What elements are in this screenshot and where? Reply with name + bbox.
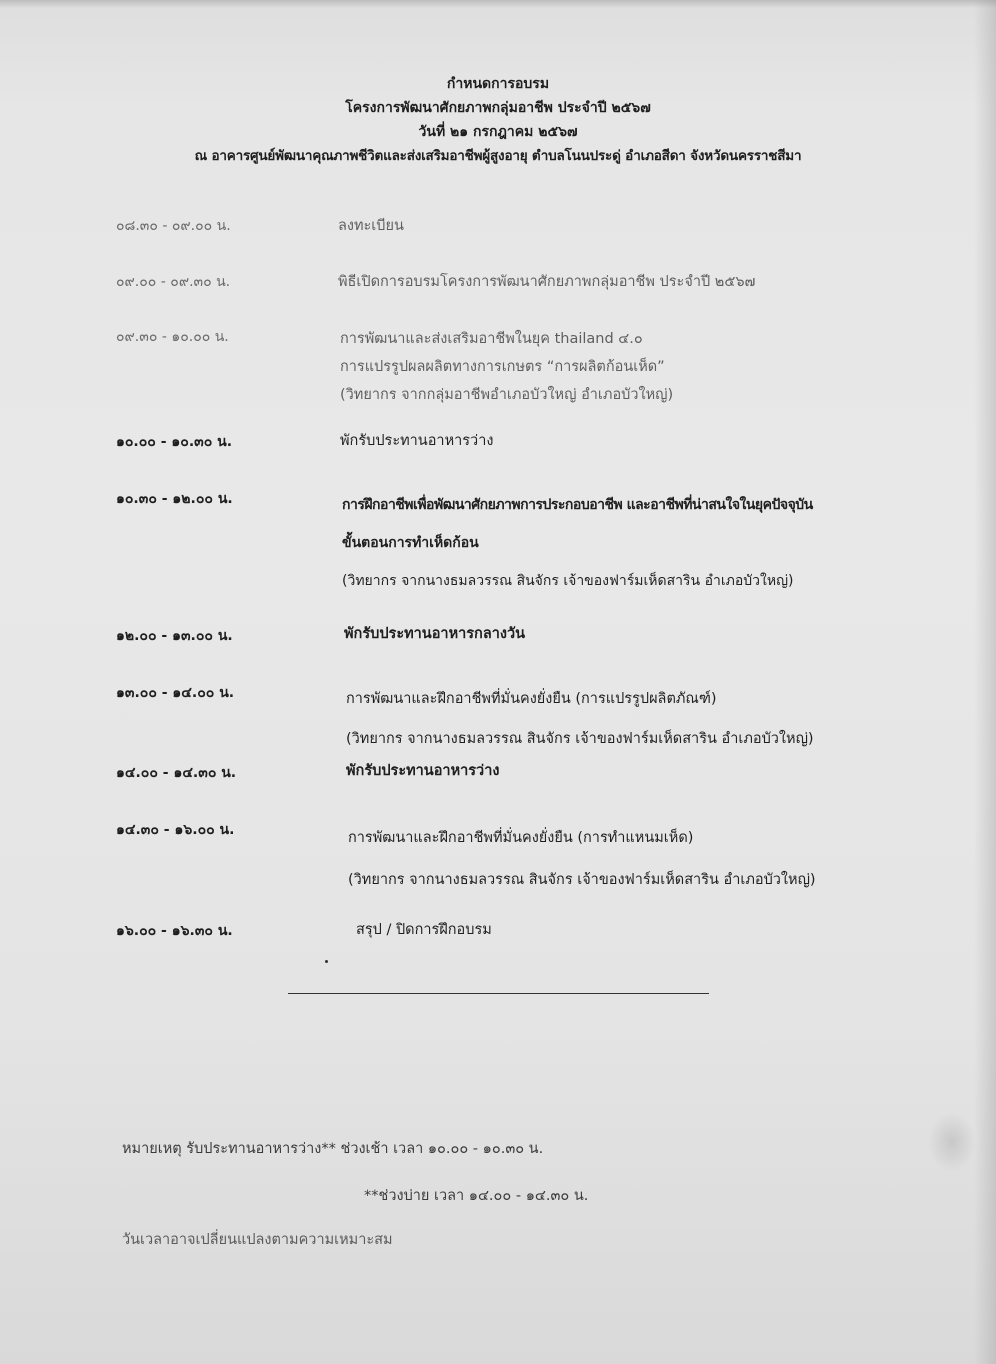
schedule-activity xyxy=(342,486,813,600)
schedule-activity xyxy=(338,214,404,237)
activity-line: การแปรรูปผลผลิตทางการเกษตร “การผลิตก้อนเห็ด” xyxy=(340,359,665,375)
activity-line: พักรับประทานอาหารว่าง xyxy=(346,763,500,779)
schedule-time: ๑๔.๓๐ - ๑๖.๐๐ น. xyxy=(116,822,235,838)
activity-line: การฝึกอาชีพเพื่อพัฒนาศักยภาพการประกอบอาชีพ และอาชีพที่น่าสนใจในยุคปัจจุบัน xyxy=(342,497,813,513)
activity-line: ลงทะเบียน xyxy=(338,218,404,234)
schedule-activity xyxy=(344,622,525,645)
schedule-header xyxy=(0,72,996,168)
schedule-time: ๑๓.๐๐ - ๑๔.๐๐ น. xyxy=(116,685,235,701)
event-date: วันที่ ๒๑ กรกฎาคม ๒๕๖๗ xyxy=(418,124,578,140)
schedule-time: ๑๒.๐๐ - ๑๓.๐๐ น. xyxy=(116,628,233,644)
remark-line: **ช่วงบ่าย เวลา ๑๔.๐๐ - ๑๔.๓๐ น. xyxy=(364,1188,589,1204)
schedule-time: ๑๖.๐๐ - ๑๖.๓๐ น. xyxy=(116,923,233,939)
activity-line: การพัฒนาและส่งเสริมอาชีพในยุค thailand ๔.๐ xyxy=(340,331,643,347)
schedule-activity xyxy=(346,679,814,759)
activity-line: สรุป / ปิดการฝึกอบรม xyxy=(356,922,492,938)
schedule-activity xyxy=(348,817,816,901)
remark-line: หมายเหตุ รับประทานอาหารว่าง** ช่วงเช้า เวลา ๑๐.๐๐ - ๑๐.๓๐ น. xyxy=(122,1141,544,1157)
speaker-line: (วิทยากร จากกลุ่มอาชีพอำเภอบัวใหญ่ อำเภอบัวใหญ่) xyxy=(340,387,674,403)
schedule-time: ๐๙.๐๐ - ๐๙.๓๐ น. xyxy=(116,274,231,290)
schedule-activity xyxy=(346,759,499,782)
remark-line: วันเวลาอาจเปลี่ยนแปลงตามความเหมาะสม xyxy=(122,1232,393,1248)
schedule-time: ๐๘.๓๐ - ๐๙.๐๐ น. xyxy=(116,218,231,234)
activity-line: ขั้นตอนการทำเห็ดก้อน xyxy=(342,535,479,551)
paper-smudge xyxy=(928,1112,976,1172)
schedule-activity xyxy=(340,325,673,409)
activity-line: พักรับประทานอาหารว่าง xyxy=(340,433,494,449)
schedule-activity xyxy=(338,270,755,293)
schedule-time: ๑๐.๐๐ - ๑๐.๓๐ น. xyxy=(116,434,233,450)
activity-line: การพัฒนาและฝึกอาชีพที่มั่นคงยั่งยืน (การแปรรูปผลิตภัณฑ์) xyxy=(346,691,717,707)
activity-line: การพัฒนาและฝึกอาชีพที่มั่นคงยั่งยืน (การทำแหนมเห็ด) xyxy=(348,830,694,846)
activity-line: พิธีเปิดการอบรมโครงการพัฒนาศักยภาพกลุ่มอาชีพ ประจำปี ๒๕๖๗ xyxy=(338,274,756,290)
event-venue: ณ อาคารศูนย์พัฒนาคุณภาพชีวิตและส่งเสริมอาชีพผู้สูงอายุ ตำบลโนนประดู่ อำเภอสีดา จังหวัดนครราชสีมา xyxy=(194,148,802,164)
activity-line: พักรับประทานอาหารกลางวัน xyxy=(344,626,526,642)
project-name: โครงการพัฒนาศักยภาพกลุ่มอาชีพ ประจำปี ๒๕๖๗ xyxy=(345,100,651,116)
divider-line xyxy=(288,993,709,994)
schedule-activity xyxy=(340,429,493,452)
speaker-line: (วิทยากร จากนางธมลวรรณ สินจักร เจ้าของฟาร์มเห็ดสาริน อำเภอบัวใหญ่) xyxy=(346,731,814,747)
document-title: กำหนดการอบรม xyxy=(446,76,550,92)
speaker-line: (วิทยากร จากนางธมลวรรณ สินจักร เจ้าของฟาร์มเห็ดสาริน อำเภอบัวใหญ่) xyxy=(342,573,794,589)
schedule-time: ๑๔.๐๐ - ๑๔.๓๐ น. xyxy=(116,765,237,781)
schedule-time: ๑๐.๓๐ - ๑๒.๐๐ น. xyxy=(116,491,233,507)
schedule-activity xyxy=(356,918,492,941)
schedule-time: ๐๙.๓๐ - ๑๐.๐๐ น. xyxy=(116,329,229,345)
speaker-line: (วิทยากร จากนางธมลวรรณ สินจักร เจ้าของฟาร์มเห็ดสาริน อำเภอบัวใหญ่) xyxy=(348,872,816,888)
stray-dot xyxy=(325,960,328,963)
